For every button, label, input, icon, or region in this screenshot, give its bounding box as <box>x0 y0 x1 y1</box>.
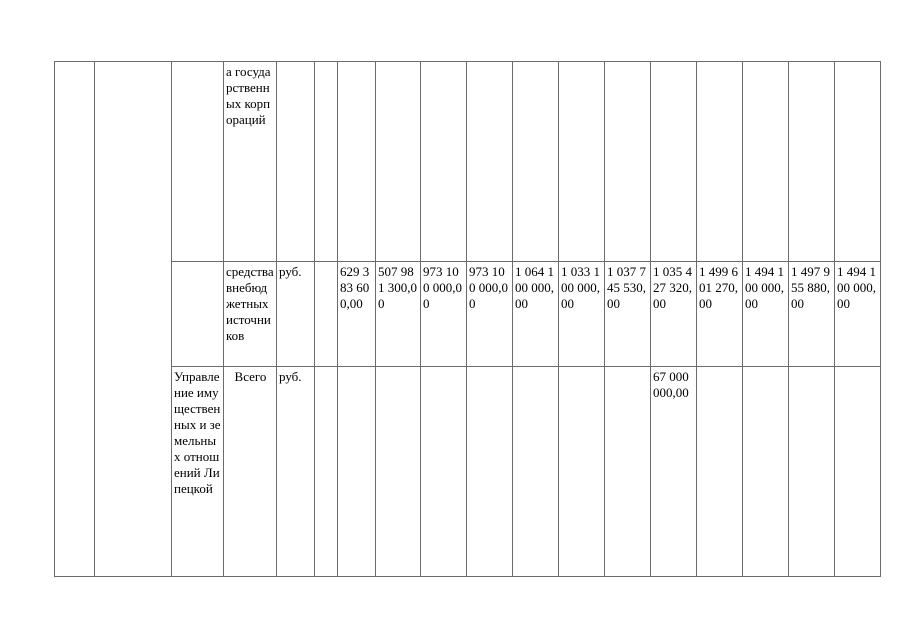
value-cell <box>376 62 421 262</box>
value-cell <box>559 62 605 262</box>
value-cell <box>835 367 881 577</box>
value-cell: 1 033 100 000,00 <box>559 262 605 367</box>
value-cell <box>743 367 789 577</box>
program-cell <box>95 62 172 577</box>
table-row <box>55 367 881 577</box>
value-cell <box>835 62 881 262</box>
unit-cell <box>277 62 315 262</box>
budget-table <box>54 61 881 577</box>
org-cell <box>172 62 224 262</box>
source-cell: Всего <box>224 367 277 577</box>
value-cell: 973 100 000,00 <box>421 262 467 367</box>
unit-cell: руб. <box>277 262 315 367</box>
value-cell: 67 000 000,00 <box>651 367 697 577</box>
table-row <box>55 62 881 262</box>
value-cell <box>467 62 513 262</box>
org-cell: Управление имущественных и земельных отношений Липецкой <box>172 367 224 577</box>
value-cell <box>697 62 743 262</box>
empty-cell <box>315 367 338 577</box>
value-cell <box>513 62 559 262</box>
value-cell <box>651 62 697 262</box>
value-cell: 1 497 955 880,00 <box>789 262 835 367</box>
value-cell <box>421 62 467 262</box>
value-cell <box>743 62 789 262</box>
value-cell: 1 035 427 320,00 <box>651 262 697 367</box>
value-cell <box>467 367 513 577</box>
value-cell: 1 494 100 000,00 <box>743 262 789 367</box>
value-cell: 1 499 601 270,00 <box>697 262 743 367</box>
value-cell: 973 100 000,00 <box>467 262 513 367</box>
value-cell <box>789 62 835 262</box>
value-cell <box>338 367 376 577</box>
empty-cell <box>315 262 338 367</box>
value-cell <box>421 367 467 577</box>
table-row <box>55 262 881 367</box>
value-cell <box>376 367 421 577</box>
value-cell <box>559 367 605 577</box>
source-cell: а государственных корпораций <box>224 62 277 262</box>
org-cell <box>172 262 224 367</box>
value-cell: 1 064 100 000,00 <box>513 262 559 367</box>
empty-cell <box>315 62 338 262</box>
value-cell: 629 383 600,00 <box>338 262 376 367</box>
value-cell <box>605 367 651 577</box>
source-cell: средства внебюджетных источников <box>224 262 277 367</box>
value-cell <box>697 367 743 577</box>
value-cell <box>789 367 835 577</box>
value-cell <box>513 367 559 577</box>
index-cell <box>55 62 95 577</box>
value-cell <box>605 62 651 262</box>
unit-cell: руб. <box>277 367 315 577</box>
value-cell: 1 494 100 000,00 <box>835 262 881 367</box>
value-cell: 507 981 300,00 <box>376 262 421 367</box>
value-cell <box>338 62 376 262</box>
value-cell: 1 037 745 530,00 <box>605 262 651 367</box>
